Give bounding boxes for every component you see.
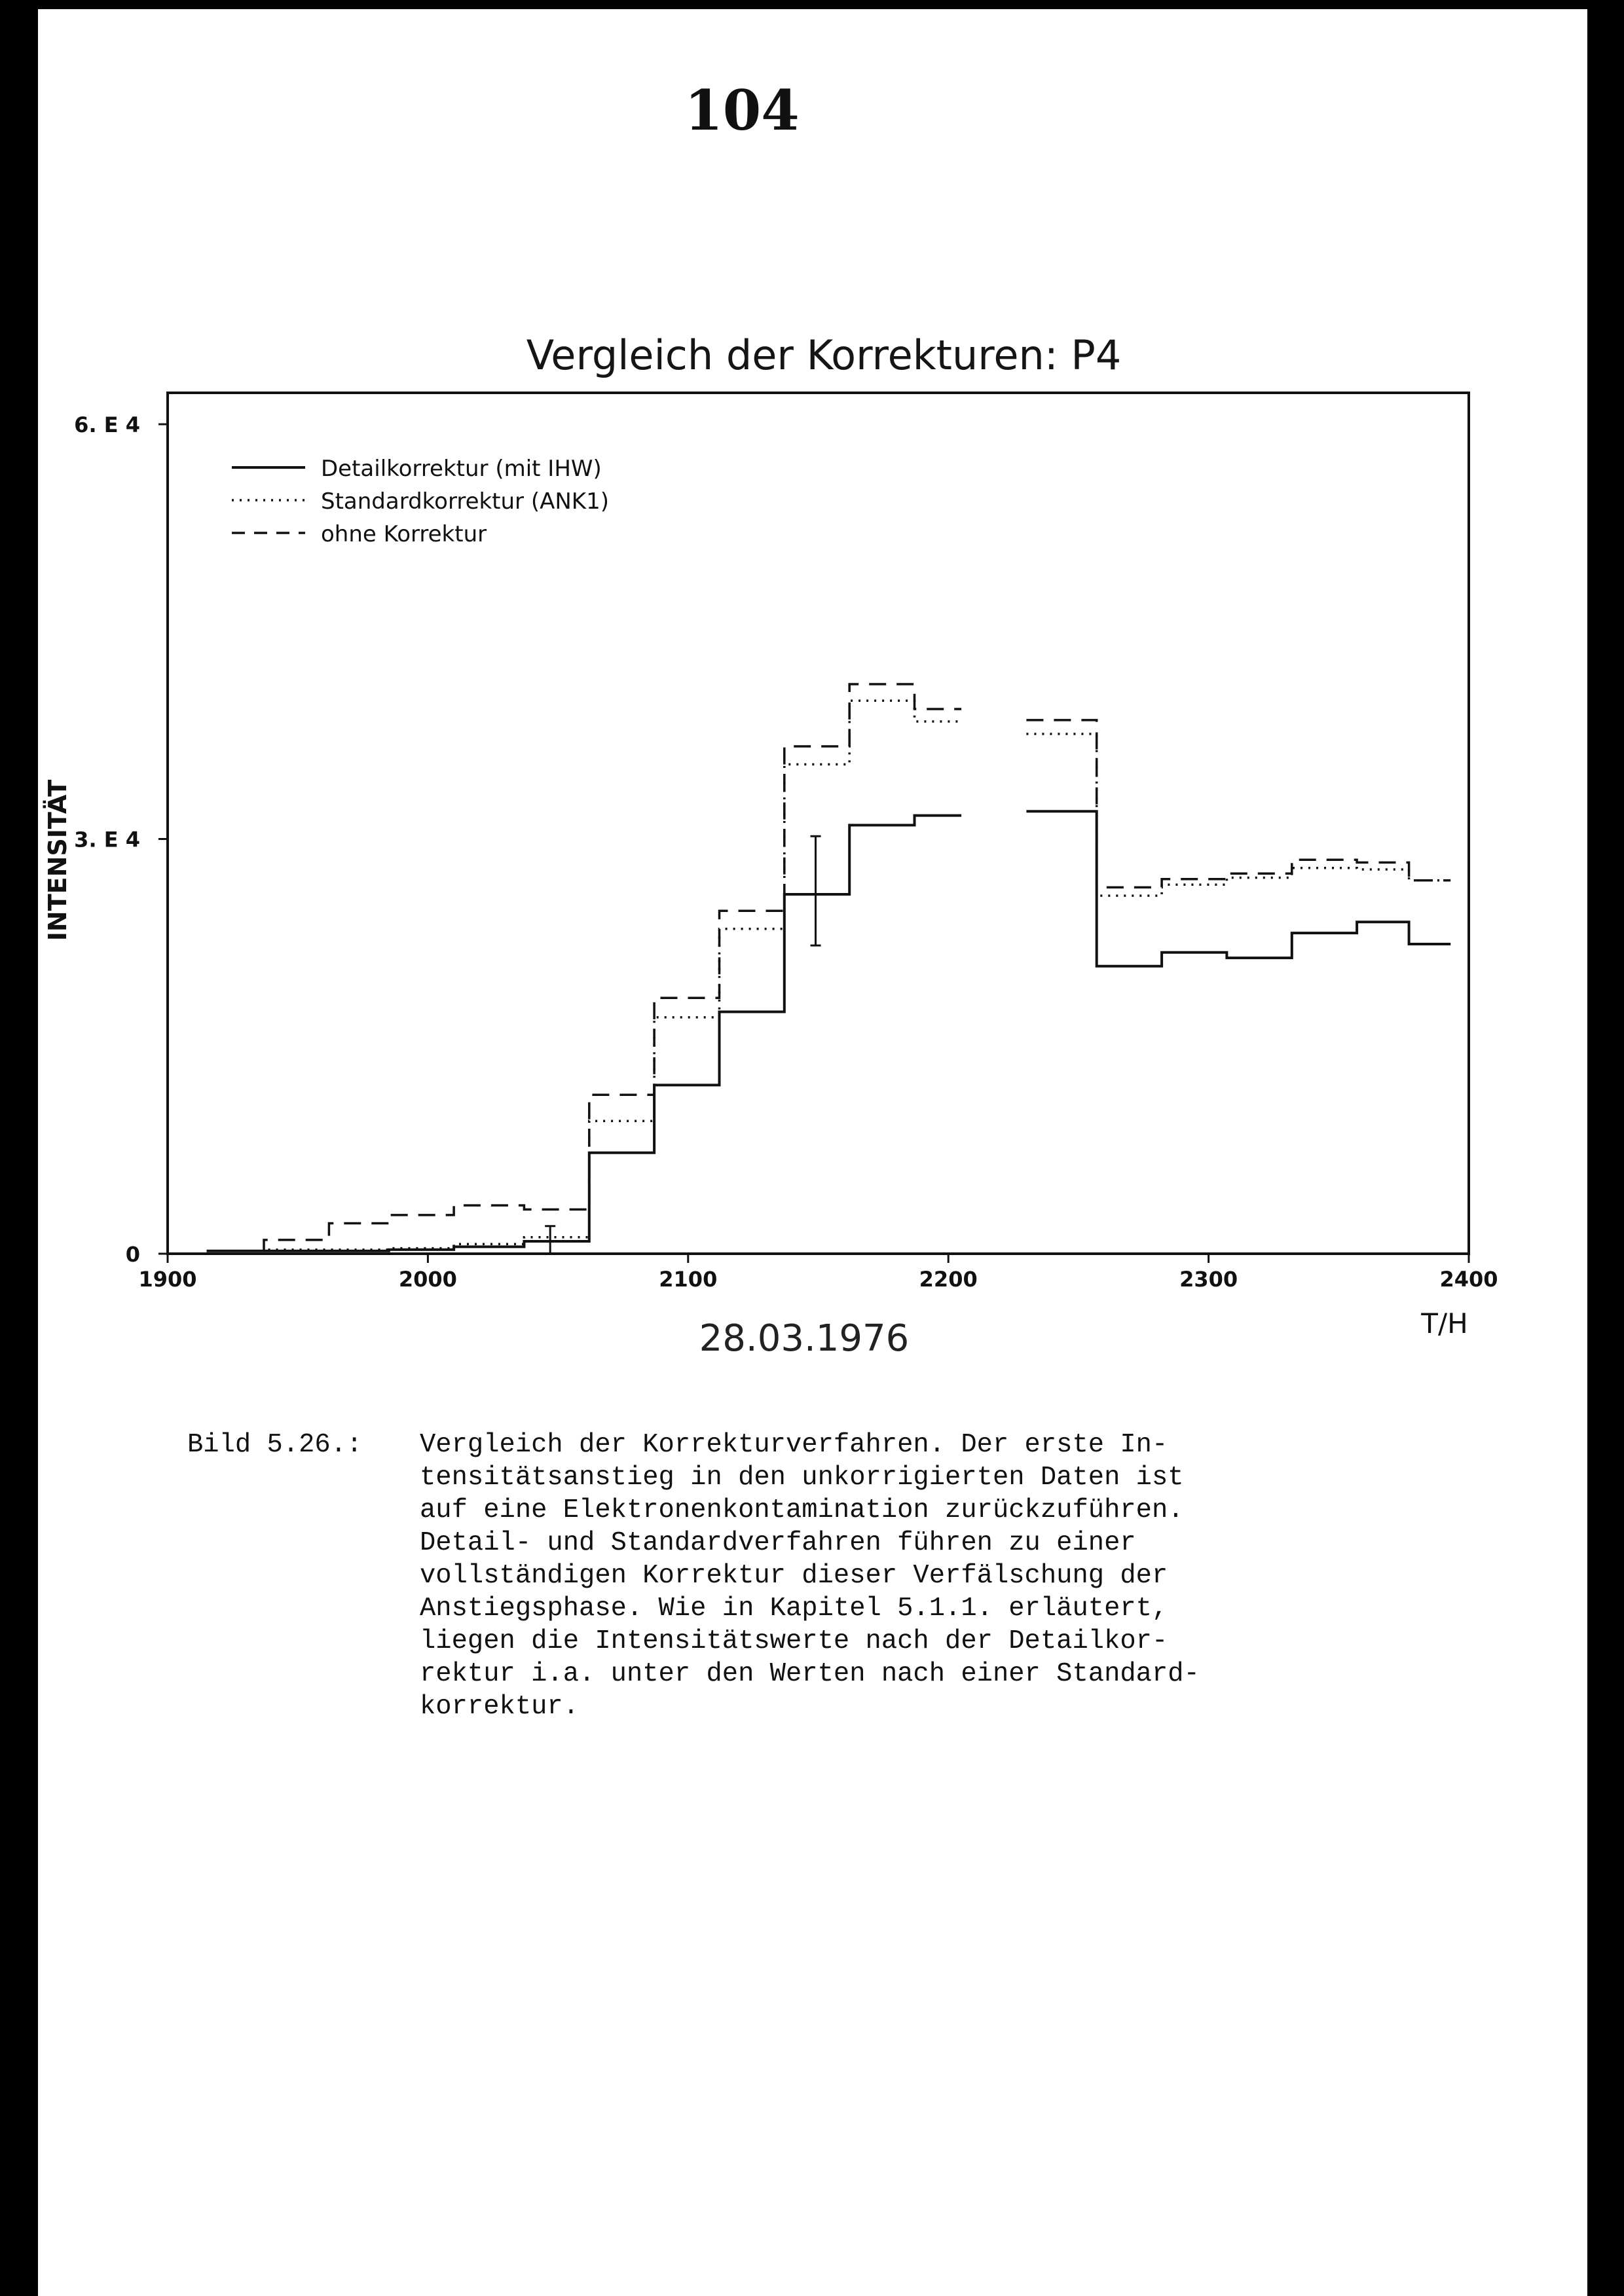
error-bar	[811, 836, 821, 945]
caption-line: auf eine Elektronenkontamination zurückzuführen.	[420, 1495, 1184, 1525]
caption-line: rektur i.a. unter den Werten nach einer Standard-	[420, 1659, 1200, 1689]
x-tick-label: 2300	[1179, 1267, 1238, 1292]
legend-label: ohne Korrektur	[321, 521, 487, 547]
caption-line: tensitätsanstieg in den unkorrigierten Daten ist	[420, 1463, 1184, 1493]
series-line	[207, 684, 1451, 1251]
chart-date: 28.03.1976	[699, 1317, 910, 1360]
chart-title: Vergleich der Korrekturen: P4	[526, 331, 1122, 379]
intensity-step-chart	[38, 9, 1587, 1384]
series-layer	[207, 684, 1451, 1254]
page-number: 104	[684, 78, 800, 143]
caption-line: liegen die Intensitätswerte nach der Detailkor-	[420, 1626, 1168, 1656]
error-bar	[545, 1226, 555, 1254]
caption-label: Bild 5.26.:	[187, 1430, 363, 1460]
legend-label: Detailkorrektur (mit IHW)	[321, 456, 602, 482]
caption-line: vollständigen Korrektur dieser Verfälschung der	[420, 1561, 1168, 1591]
y-axis-ticks	[74, 412, 168, 1267]
series-line	[207, 701, 1451, 1251]
caption-line: Vergleich der Korrekturverfahren. Der erste In-	[420, 1430, 1168, 1460]
x-tick-label: 2000	[398, 1267, 457, 1292]
y-axis-label: INTENSITÄT	[43, 779, 72, 941]
legend-label: Standardkorrektur (ANK1)	[321, 488, 609, 515]
legend	[232, 456, 609, 547]
y-tick-label: 0	[125, 1242, 140, 1267]
document-page	[38, 9, 1587, 2296]
caption-line: korrektur.	[420, 1692, 580, 1722]
x-tick-label: 2100	[659, 1267, 718, 1292]
x-tick-label: 2200	[919, 1267, 978, 1292]
x-tick-label: 1900	[138, 1267, 197, 1292]
caption-line: Detail- und Standardverfahren führen zu einer	[420, 1528, 1136, 1558]
x-tick-label: 2400	[1439, 1267, 1498, 1292]
x-axis-ticks	[138, 1254, 1498, 1292]
x-axis-label: T/H	[1421, 1307, 1468, 1339]
caption-body	[420, 1429, 1200, 1723]
y-tick-label: 3. E 4	[74, 827, 140, 852]
y-tick-label: 6. E 4	[74, 412, 140, 437]
caption-line: Anstiegsphase. Wie in Kapitel 5.1.1. erläutert,	[420, 1594, 1168, 1624]
